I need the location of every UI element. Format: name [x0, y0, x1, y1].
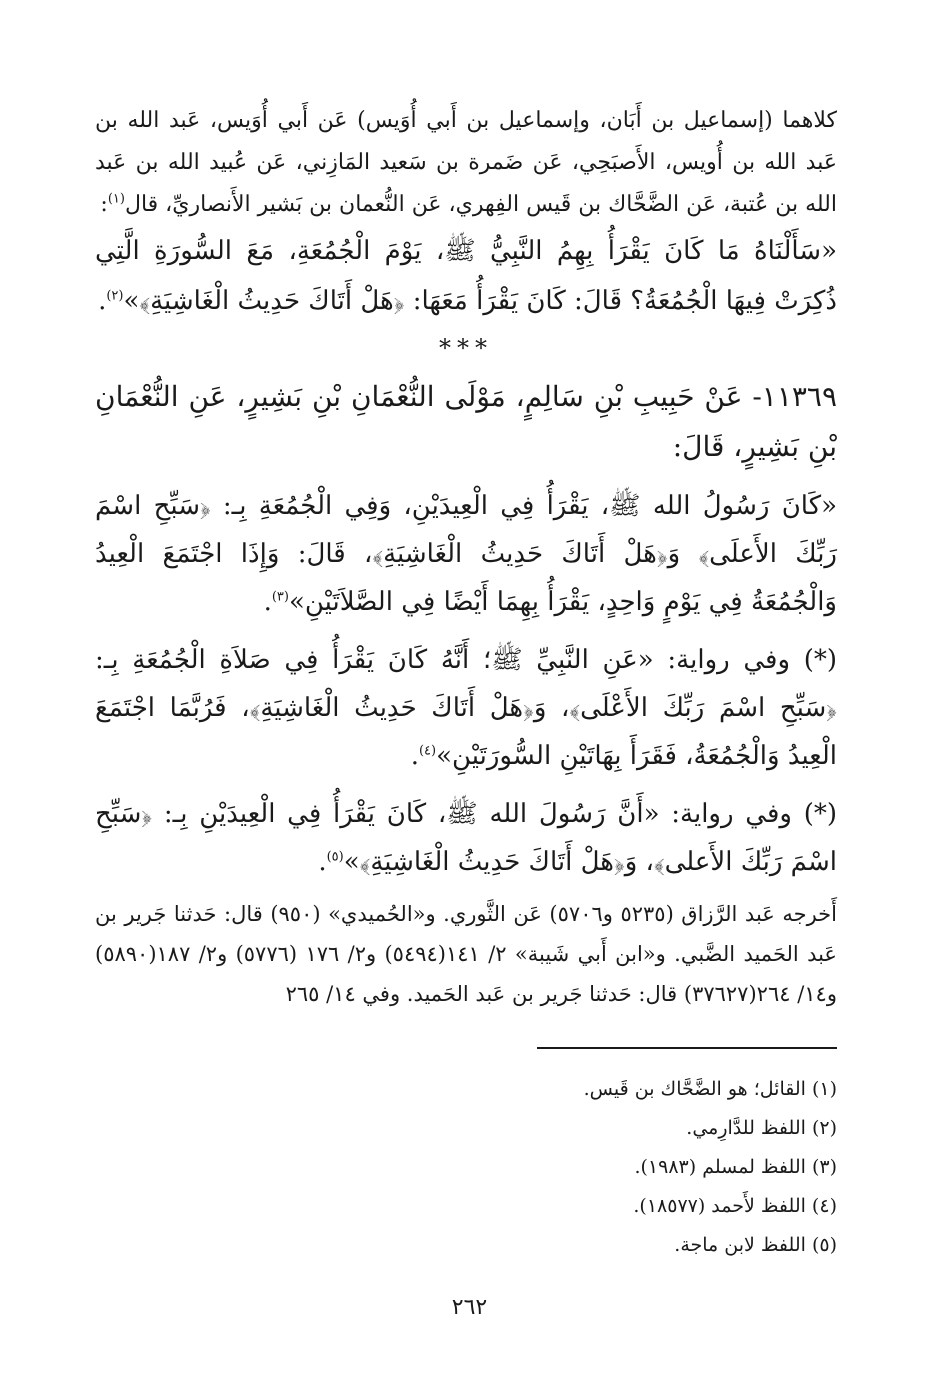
- footnote-divider: [537, 1047, 837, 1049]
- punctuation: .: [318, 847, 327, 877]
- riwaya-2: [95, 790, 837, 886]
- page-number: ٢٦٢: [451, 1295, 488, 1320]
- punctuation: .: [263, 587, 272, 617]
- footnote-ref-2: (٢): [106, 288, 124, 304]
- footnote-ref-5: (٥): [326, 849, 344, 865]
- footnotes: [300, 1070, 837, 1265]
- hadith-quote-1: [95, 226, 837, 326]
- quote-text: «سَأَلْنَاهُ مَا كَانَ يَقْرَأُ بِهِمُ النَّبِيُّ ﷺ، يَوْمَ الْجُمُعَةِ، مَعَ السُّورَةِ الَّتِي ذُكِرَتْ فِيهَا الْجُمُعَةُ؟ قَالَ: كَانَ يَقْرَأُ مَعَهَا: ﴿هَلْ أَتَاكَ حَدِيثُ الْغَاشِيَةِ﴾»: [95, 236, 837, 316]
- takhrij-paragraph: أَخرجه عَبد الرَّزاق (٥٢٣٥ و٥٧٠٦) عَن الثَّوري. و«الحُميدي» (٩٥٠) قال: حَدثنا جَرير بن عَبد الحَميد الضَّبي. و«ابن أَبي شَيبة» ٢/ ١٤١(٥٤٩٤) و٢/ ١٧٦ (٥٧٧٦) و٢/ ١٨٧(٥٨٩٠) و١٤/ ٢٦٤(٣٧٦٢٧) قال: حَدثنا جَرير بن عَبد الحَميد. وفي ١٤/ ٢٦٥: [95, 902, 837, 1006]
- riwaya-text: (*) وفي رواية: «عَنِ النَّبِيِّ ﷺ؛ أَنَّهُ كَانَ يَقْرَأُ فِي صَلاَةِ الْجُمُعَةِ بِـ: ﴿سَبِّحِ اسْمَ رَبِّكَ الأَعْلَى﴾، وَ﴿هَلْ أَتَاكَ حَدِيثُ الْغَاشِيَةِ﴾، فَرُبَّمَا اجْتَمَعَ الْعِيدُ وَالْجُمُعَةُ، فَقَرَأَ بِهَاتَيْنِ السُّورَتَيْنِ»: [95, 645, 837, 771]
- footnote-ref-1: (١): [107, 191, 125, 207]
- footnote-ref-4: (٤): [418, 743, 437, 759]
- quote-text: «كَانَ رَسُولُ الله ﷺ، يَقْرَأُ فِي الْعِيدَيْنِ، وَفِي الْجُمُعَةِ بِـ: ﴿سَبِّحِ اسْمَ رَبِّكَ الأَعلَى﴾ وَ﴿هَلْ أَتَاكَ حَدِيثُ الْغَاشِيَةِ﴾، قَالَ: وَإِذَا اجْتَمَعَ الْعِيدُ وَالْجُمُعَةُ فِي يَوْمٍ وَاحِدٍ، يَقْرَأُ بِهِمَا أَيْضًا فِي الصَّلاَتَيْنِ»: [95, 491, 837, 617]
- footnote-1: (١) القائل؛ هو الضَّحَّاك بن قَيس.: [583, 1078, 837, 1100]
- page-body: [95, 100, 837, 1014]
- isnad-intro: [95, 100, 837, 226]
- riwaya-1: [95, 636, 837, 780]
- hadith-quote-2: [95, 482, 837, 626]
- section-separator: ***: [439, 334, 493, 362]
- hadith-number-heading: [95, 372, 837, 472]
- footnote-5: (٥) اللفظ لابن ماجة.: [674, 1234, 837, 1256]
- footnote-4: (٤) اللفظ لأَحمد (١٨٥٧٧).: [633, 1195, 837, 1217]
- isnad-text: كلاهما (إسماعيل بن أَبَان، وإسماعيل بن أَبي أُوَيس) عَن أَبي أُوَيس، عَبد الله بن عَبد الله بن أُويس، الأَصبَحِي، عَن ضَمرة بن سَعيد المَازِني، عَن عُبيد الله بن عَبد الله بن عُتبة، عَن الضَّحَّاك بن قَيس الفِهري، عَن النُّعمان بن بَشير الأَنصاريِّ، قال: [95, 108, 837, 217]
- punctuation: :: [100, 192, 108, 217]
- riwaya-text: (*) وفي رواية: «أَنَّ رَسُولَ الله ﷺ، كَانَ يَقْرَأُ فِي الْعِيدَيْنِ بِـ: ﴿سَبِّحِ اسْمَ رَبِّكَ الأَعلى﴾، وَ﴿هَلْ أَتَاكَ حَدِيثُ الْغَاشِيَةِ﴾»: [95, 799, 837, 877]
- punctuation: .: [410, 741, 419, 771]
- punctuation: .: [98, 286, 107, 316]
- footnote-ref-3: (٣): [271, 589, 289, 605]
- footnote-3: (٣) اللفظ لمسلم (١٩٨٣).: [634, 1156, 837, 1178]
- hadith-isnad: ١١٣٦٩- عَنْ حَبِيبِ بْنِ سَالِمٍ، مَوْلَى النُّعْمَانِ بْنِ بَشِيرٍ، عَنِ النُّعْمَانِ بْنِ بَشِيرٍ، قَالَ:: [95, 380, 837, 463]
- footnote-2: (٢) اللفظ للدَّارِمي.: [686, 1117, 837, 1139]
